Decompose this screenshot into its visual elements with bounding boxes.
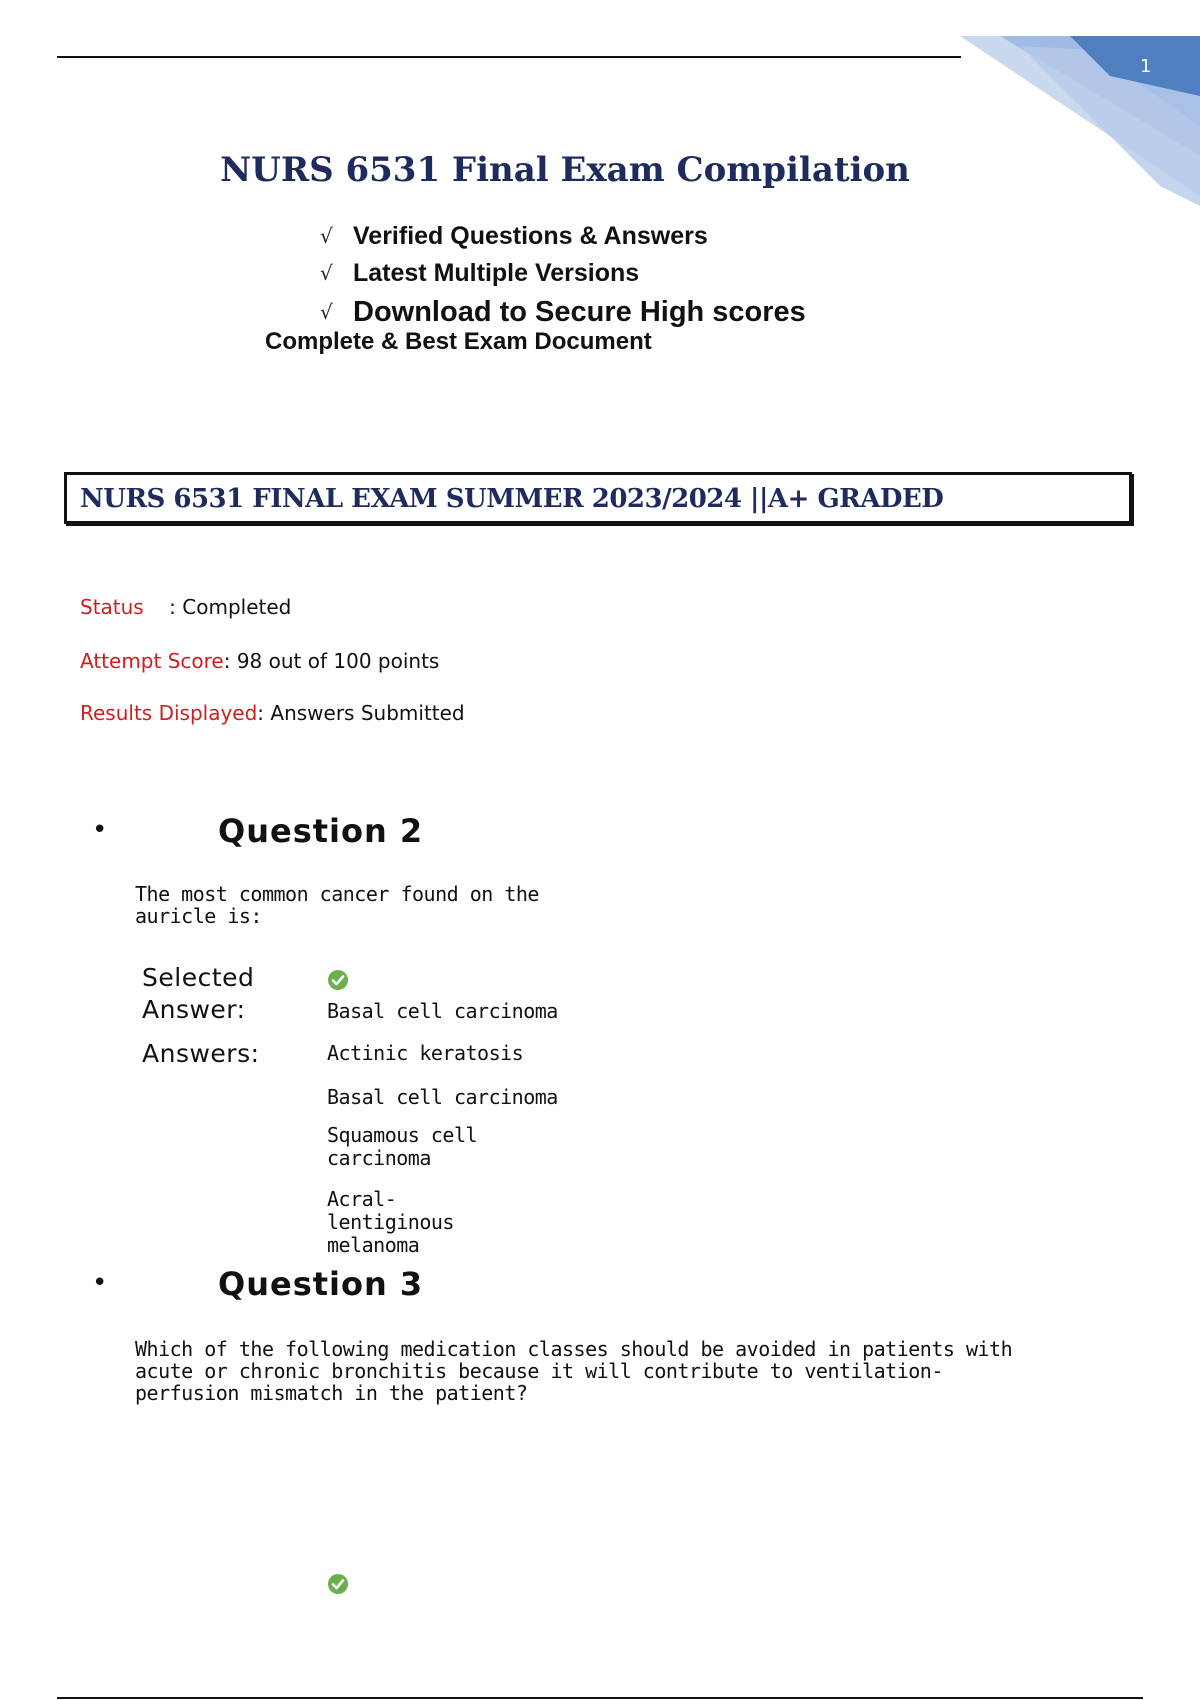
checklist-item	[320, 218, 806, 254]
answer-option-line: carcinoma	[327, 1146, 431, 1170]
answer-option	[327, 1124, 477, 1170]
answer-option-line: Actinic keratosis	[327, 1041, 524, 1065]
results-displayed-label: Results Displayed	[80, 701, 258, 725]
checkmark-icon: √	[320, 300, 333, 324]
status-value: : Completed	[143, 595, 292, 619]
attempt-score-value: : 98 out of 100 points	[223, 649, 440, 673]
document-title: NURS 6531 Final Exam Compilation	[220, 150, 910, 190]
bullet-icon: •	[92, 815, 108, 845]
question-text: The most common cancer found on the auricle is:	[135, 882, 539, 928]
status-label: Status	[80, 595, 144, 619]
checkmark-icon: √	[320, 261, 333, 285]
selected-label-line: Answer:	[142, 995, 246, 1024]
status-line	[80, 595, 291, 619]
top-rule	[57, 56, 961, 58]
question-title: Question 2	[218, 812, 424, 850]
answer-option-line: melanoma	[327, 1233, 420, 1257]
answer-option-line: lentiginous	[327, 1210, 454, 1234]
bullet-icon: •	[92, 1268, 108, 1298]
answer-option-line: Squamous cell	[327, 1123, 478, 1147]
checklist-item	[320, 292, 806, 332]
answers-label: Answers:	[142, 1039, 260, 1068]
selected-label-line: Selected	[142, 963, 255, 992]
question-title: Question 3	[218, 1265, 424, 1303]
document-subtitle: Complete & Best Exam Document	[265, 328, 652, 355]
checklist-item-text: Download to Secure High scores	[353, 295, 806, 328]
answer-option	[327, 1188, 454, 1257]
feature-checklist	[320, 218, 806, 332]
checklist-item-text: Latest Multiple Versions	[353, 258, 640, 287]
check-circle-icon	[327, 969, 349, 991]
attempt-score-label: Attempt Score	[80, 649, 224, 673]
selected-answer-text: Basal cell carcinoma	[327, 999, 558, 1023]
answer-option-line: Acral-	[327, 1187, 397, 1211]
answer-option	[327, 1042, 523, 1065]
results-displayed-value: : Answers Submitted	[257, 701, 465, 725]
bottom-rule	[57, 1697, 1143, 1699]
checkmark-icon: √	[320, 224, 333, 248]
page-number: 1	[1140, 56, 1152, 77]
checklist-item	[320, 254, 806, 292]
checklist-item-text: Verified Questions & Answers	[353, 221, 708, 250]
answer-option	[327, 1086, 558, 1109]
answer-option-line: Basal cell carcinoma	[327, 1085, 558, 1109]
exam-title: NURS 6531 FINAL EXAM SUMMER 2023/2024 ||A+ GRADED	[80, 484, 944, 514]
question-text: Which of the following medication classes should be avoided in patients with acute or chronic bronchitis because it will contribute to ventilation-perfusion mismatch in the patient?	[135, 1337, 1013, 1405]
check-circle-icon	[327, 1573, 349, 1595]
attempt-score-line	[80, 649, 439, 673]
results-displayed-line	[80, 701, 465, 725]
selected-answer-label	[142, 962, 254, 1026]
